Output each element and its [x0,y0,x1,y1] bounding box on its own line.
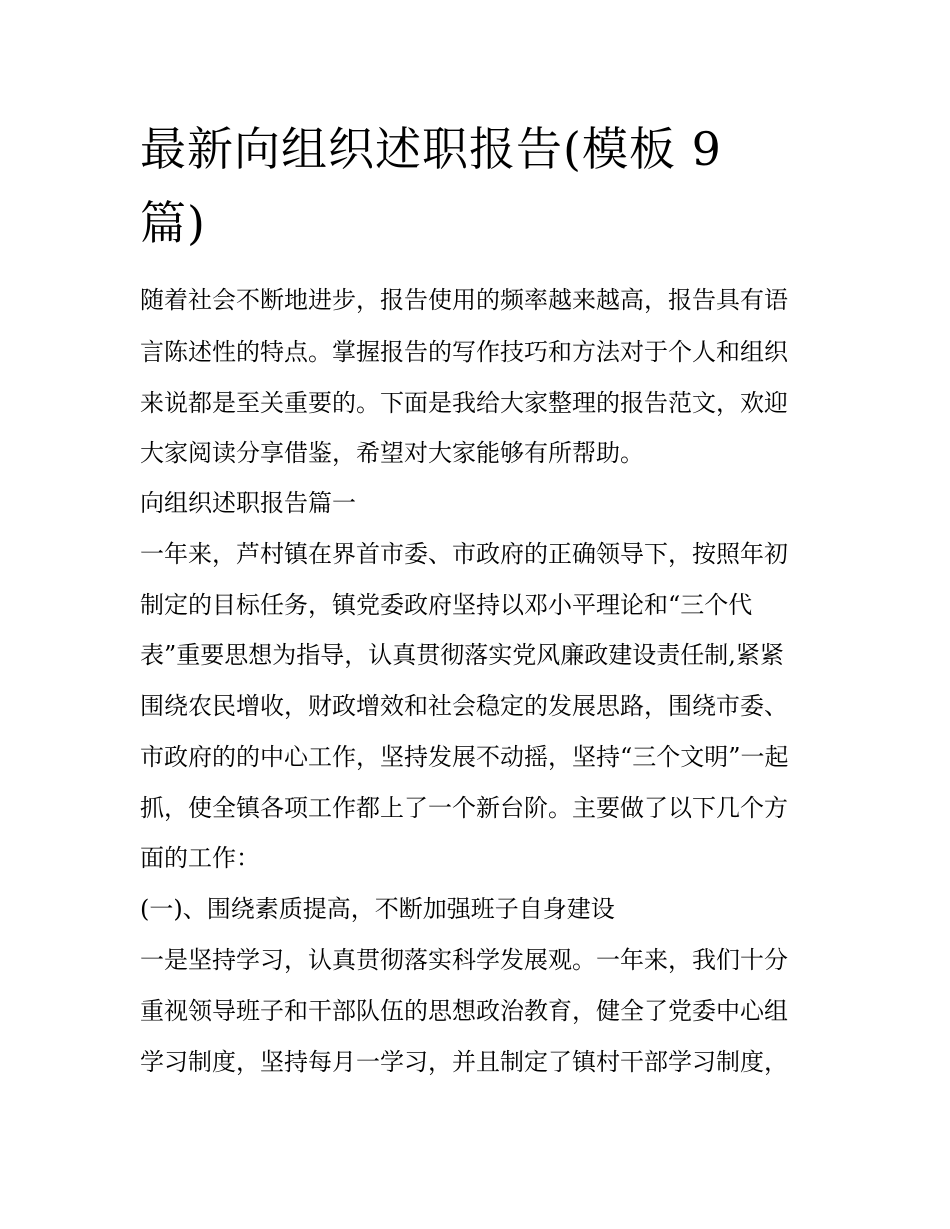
body-paragraph-line: 学习制度，坚持每月一学习，并且制定了镇村干部学习制度， [140,1048,788,1076]
section-heading: 向组织述职报告篇一 [140,489,356,517]
body-paragraph-line: 围绕农民增收，财政增效和社会稳定的发展思路，围绕市委、 [140,692,788,720]
intro-paragraph-line: 来说都是至关重要的。下面是我给大家整理的报告范文，欢迎 [140,389,788,417]
intro-paragraph-line: 大家阅读分享借鉴，希望对大家能够有所帮助。 [140,439,644,467]
body-paragraph-line: 一年来，芦村镇在界首市委、市政府的正确领导下，按照年初 [140,540,788,568]
body-paragraph-line: 制定的目标任务，镇党委政府坚持以邓小平理论和“三个代 [140,591,753,619]
body-paragraph-line: 表”重要思想为指导，认真贯彻落实党风廉政建设责任制,紧紧 [140,641,784,669]
body-paragraph-line: 抓，使全镇各项工作都上了一个新台阶。主要做了以下几个方 [140,794,788,822]
body-paragraph-line: 一是坚持学习，认真贯彻落实科学发展观。一年来，我们十分 [140,946,788,974]
title-line-2: 篇) [140,196,206,250]
document-title [140,112,820,260]
body-paragraph-line: 面的工作： [140,844,260,872]
intro-paragraph-line: 随着社会不断地进步，报告使用的频率越来越高，报告具有语 [140,286,788,314]
intro-paragraph-line: 言陈述性的特点。掌握报告的写作技巧和方法对于个人和组织 [140,338,788,366]
body-paragraph-line: 重视领导班子和干部队伍的思想政治教育，健全了党委中心组 [140,997,788,1025]
title-line-1: 最新向组织述职报告(模板 9 [140,122,722,176]
subsection-heading: (一)、围绕素质提高，不断加强班子自身建设 [140,895,615,923]
body-paragraph-line: 市政府的的中心工作，坚持发展不动摇，坚持“三个文明”一起 [140,743,789,771]
